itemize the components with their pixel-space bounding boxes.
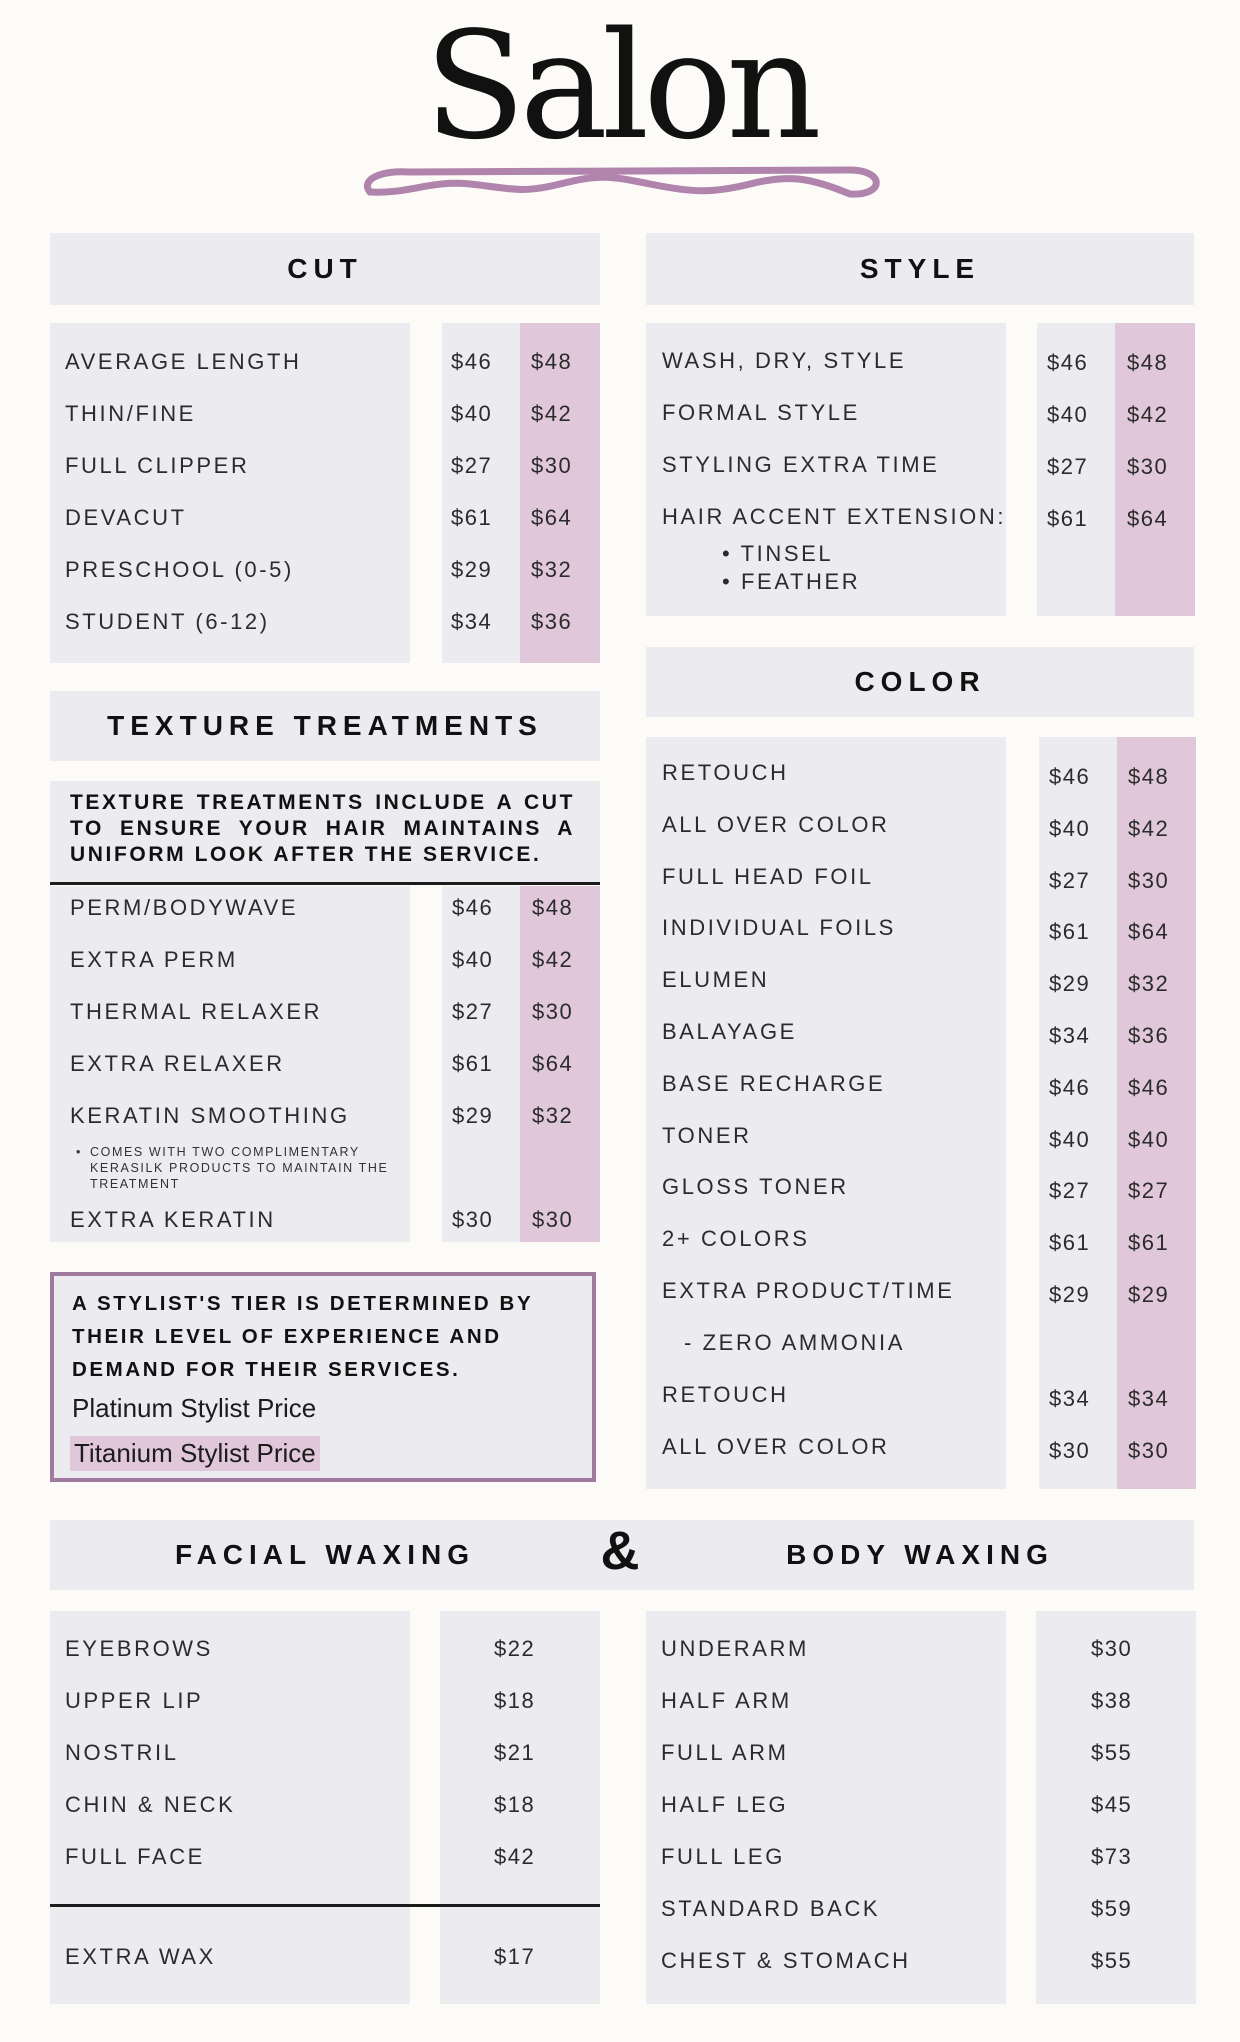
list-item: STYLING EXTRA TIME <box>662 452 940 477</box>
titanium-price: $48 <box>532 895 574 920</box>
list-item: UPPER LIP <box>65 1688 204 1713</box>
keratin-note-line: COMES WITH TWO COMPLIMENTARY <box>90 1145 360 1159</box>
titanium-price: $32 <box>531 557 573 582</box>
wax-price: $42 <box>494 1844 536 1869</box>
platinum-price: $61 <box>1049 919 1091 945</box>
platinum-price: $61 <box>451 505 493 530</box>
wax-price: $18 <box>494 1792 536 1817</box>
titanium-price: $36 <box>1128 1023 1170 1048</box>
sub-item-label: TINSEL <box>740 541 834 566</box>
platinum-price: $29 <box>452 1103 494 1128</box>
titanium-price: $42 <box>531 401 573 426</box>
keratin-note-line: TREATMENT <box>90 1177 180 1191</box>
sub-item-label: FEATHER <box>741 569 861 594</box>
list-item: CHIN & NECK <box>65 1792 236 1817</box>
titanium-price: $48 <box>1128 764 1170 789</box>
list-item: TONER <box>662 1122 752 1148</box>
titanium-price: $30 <box>1127 454 1169 479</box>
color-header: COLOR <box>646 647 1194 717</box>
platinum-price: $27 <box>1047 454 1089 479</box>
platinum-price: $40 <box>1047 402 1089 427</box>
list-item: EXTRA RELAXER <box>70 1051 285 1076</box>
platinum-price: $46 <box>451 349 493 374</box>
list-item: STUDENT (6-12) <box>65 609 270 634</box>
list-item: GLOSS TONER <box>662 1174 849 1200</box>
platinum-price: $46 <box>452 895 494 920</box>
titanium-price: $64 <box>531 505 573 530</box>
sub-item: • TINSEL <box>722 541 834 566</box>
list-item: WASH, DRY, STYLE <box>662 348 907 373</box>
platinum-legend: Platinum Stylist Price <box>72 1393 317 1423</box>
list-item: HALF LEG <box>661 1792 789 1817</box>
facial-waxing-header: FACIAL WAXING <box>175 1539 475 1570</box>
platinum-price: $30 <box>452 1207 494 1232</box>
list-item: EYEBROWS <box>65 1636 213 1661</box>
titanium-price: $42 <box>1128 815 1170 841</box>
platinum-price: $40 <box>1049 1126 1091 1152</box>
list-item: 2+ COLORS <box>662 1226 810 1252</box>
list-item: FULL HEAD FOIL <box>662 863 874 889</box>
list-item: ALL OVER COLOR <box>662 811 890 837</box>
titanium-price: $32 <box>532 1103 574 1128</box>
wax-price: $55 <box>1091 1948 1133 1973</box>
titanium-price: $48 <box>1127 350 1169 375</box>
titanium-price: $42 <box>1127 402 1169 427</box>
color-platinum-column <box>1039 737 1117 1489</box>
list-item: FULL FACE <box>65 1844 205 1869</box>
wax-price: $55 <box>1091 1740 1133 1765</box>
list-item: BALAYAGE <box>662 1019 797 1044</box>
list-item: PERM/BODYWAVE <box>70 895 299 920</box>
platinum-price: $30 <box>1049 1438 1091 1463</box>
platinum-price: $29 <box>1049 971 1091 997</box>
tier-description: A STYLIST'S TIER IS DETERMINED BY THEIR LEVEL OF EXPERIENCE AND DEMAND FOR THEIR SERVICES. <box>72 1292 533 1381</box>
titanium-price: $32 <box>1128 971 1170 997</box>
platinum-price: $61 <box>1049 1230 1091 1256</box>
titanium-price: $30 <box>532 1207 574 1232</box>
titanium-price: $64 <box>532 1051 574 1076</box>
wax-price: $30 <box>1091 1636 1133 1661</box>
sub-item: • FEATHER <box>722 569 861 594</box>
list-item: ELUMEN <box>662 967 770 993</box>
titanium-price: $30 <box>1128 1438 1170 1463</box>
platinum-price: $29 <box>1049 1282 1091 1307</box>
cut-header: CUT <box>50 233 600 305</box>
platinum-price: $46 <box>1047 350 1089 375</box>
list-item: PRESCHOOL (0-5) <box>65 557 294 582</box>
titanium-price: $30 <box>1128 867 1170 893</box>
titanium-price: $64 <box>1128 919 1170 945</box>
wax-price: $21 <box>494 1740 536 1765</box>
list-item: KERATIN SMOOTHING <box>70 1103 350 1128</box>
list-item: INDIVIDUAL FOILS <box>662 915 896 941</box>
list-item: THIN/FINE <box>65 401 196 426</box>
list-item: CHEST & STOMACH <box>661 1948 911 1973</box>
list-item: UNDERARM <box>661 1636 809 1661</box>
platinum-price: $34 <box>451 609 493 634</box>
list-item: STANDARD BACK <box>661 1896 881 1921</box>
titanium-legend: Titanium Stylist Price <box>70 1436 320 1471</box>
wax-price: $22 <box>494 1636 536 1661</box>
titanium-price: $61 <box>1128 1230 1170 1256</box>
wax-price: $38 <box>1091 1688 1133 1713</box>
style-header: STYLE <box>646 233 1194 305</box>
texture-header: TEXTURE TREATMENTS <box>50 691 600 761</box>
platinum-price: $46 <box>1049 1074 1091 1100</box>
platinum-price: $29 <box>451 557 493 582</box>
list-item: THERMAL RELAXER <box>70 999 323 1024</box>
titanium-price: $36 <box>531 609 573 634</box>
titanium-price: $30 <box>531 453 573 478</box>
list-item: EXTRA PRODUCT/TIME <box>662 1278 955 1303</box>
keratin-note-line: KERASILK PRODUCTS TO MAINTAIN THE <box>90 1161 389 1175</box>
titanium-price: $42 <box>532 947 574 972</box>
list-item: HAIR ACCENT EXTENSION: <box>662 504 1007 529</box>
keratin-note: • COMES WITH TWO COMPLIMENTARY KERASILK PRODUCTS TO MAINTAIN THE TREATMENT <box>76 1144 406 1192</box>
platinum-price: $27 <box>451 453 493 478</box>
wax-price: $17 <box>494 1944 536 1969</box>
list-item: EXTRA KERATIN <box>70 1207 276 1232</box>
platinum-price: $46 <box>1049 764 1091 789</box>
list-item: NOSTRIL <box>65 1740 179 1765</box>
divider <box>50 1904 600 1907</box>
platinum-price: $40 <box>1049 815 1091 841</box>
list-item: EXTRA PERM <box>70 947 238 972</box>
platinum-price: $34 <box>1049 1023 1091 1048</box>
list-item: AVERAGE LENGTH <box>65 349 302 374</box>
platinum-price: $40 <box>451 401 493 426</box>
titanium-price: $27 <box>1128 1178 1170 1204</box>
wax-price: $45 <box>1091 1792 1133 1817</box>
list-item: RETOUCH <box>662 1382 789 1407</box>
wax-price: $73 <box>1091 1844 1133 1869</box>
wax-price: $18 <box>494 1688 536 1713</box>
list-item: FULL ARM <box>661 1740 789 1765</box>
list-item: RETOUCH <box>662 760 789 785</box>
titanium-price: $30 <box>532 999 574 1024</box>
list-item: FORMAL STYLE <box>662 400 860 425</box>
texture-note: TEXTURE TREATMENTS INCLUDE A CUT TO ENSURE YOUR HAIR MAINTAINS A UNIFORM LOOK AFTER THE SERVICE. <box>70 791 575 866</box>
platinum-price: $40 <box>452 947 494 972</box>
page-title: Salon <box>424 0 816 172</box>
divider <box>50 882 600 885</box>
zero-ammonia-label: - ZERO AMMONIA <box>684 1330 905 1355</box>
titanium-price: $64 <box>1127 506 1169 531</box>
platinum-price: $27 <box>452 999 494 1024</box>
ampersand: & <box>600 1521 640 1581</box>
platinum-price: $27 <box>1049 867 1091 893</box>
bobby-pin-icon <box>350 150 890 206</box>
color-names-panel <box>646 737 1006 1489</box>
body-waxing-header: BODY WAXING <box>786 1539 1054 1570</box>
titanium-price: $40 <box>1128 1126 1170 1152</box>
list-item: EXTRA WAX <box>65 1944 216 1969</box>
platinum-price: $34 <box>1049 1386 1091 1411</box>
titanium-price: $29 <box>1128 1282 1170 1307</box>
platinum-price: $61 <box>1047 506 1089 531</box>
platinum-price: $27 <box>1049 1178 1091 1204</box>
list-item: BASE RECHARGE <box>662 1070 886 1096</box>
list-item: ALL OVER COLOR <box>662 1434 890 1459</box>
wax-price: $59 <box>1091 1896 1133 1921</box>
list-item: FULL LEG <box>661 1844 785 1869</box>
list-item: DEVACUT <box>65 505 187 530</box>
list-item: FULL CLIPPER <box>65 453 250 478</box>
platinum-price: $61 <box>452 1051 494 1076</box>
titanium-price: $48 <box>531 349 573 374</box>
titanium-price: $46 <box>1128 1074 1170 1100</box>
color-titanium-column <box>1117 737 1196 1489</box>
titanium-price: $34 <box>1128 1386 1170 1411</box>
list-item: HALF ARM <box>661 1688 792 1713</box>
